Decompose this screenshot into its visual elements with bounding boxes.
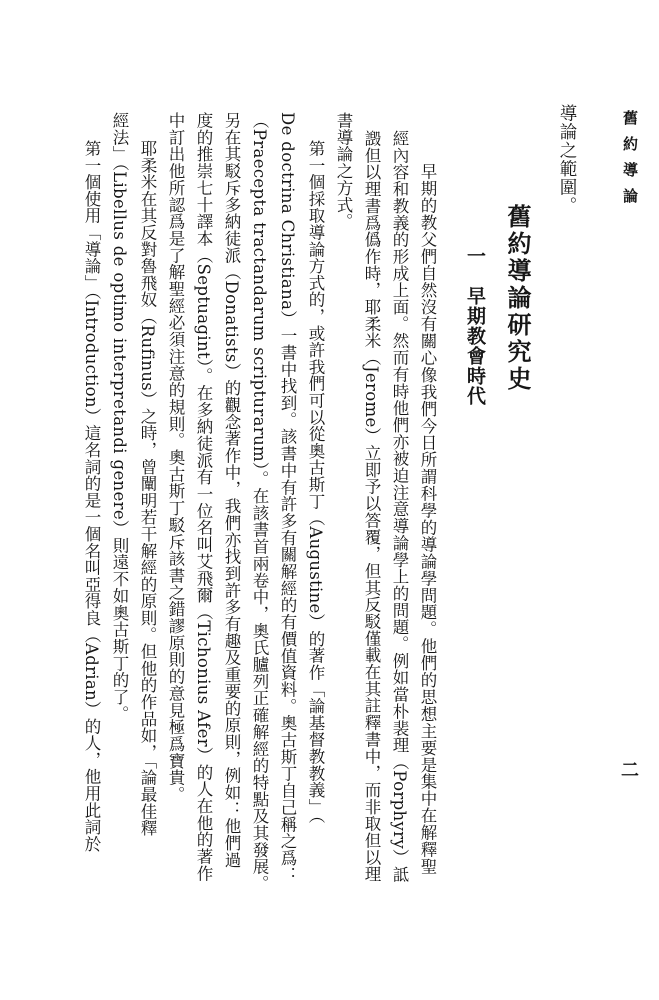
text-column-1: 早期的教父們自然沒有關心像我們今日所謂科學的導論學問題。他們的思想主要是集中在解釋聖 <box>418 163 437 875</box>
running-head: 舊約導論 <box>621 110 639 214</box>
chapter-title: 舊約導論研究史 <box>503 204 532 393</box>
text-column-2: 經內容和教義的形成上面。然而有時他們亦被迫注意導論學上的問題。例如當朴裴理（Porphyry）詆 <box>390 130 409 883</box>
section-title: 一 早期教會時代 <box>464 246 486 406</box>
text-column-11: 耶柔米在其反對魯飛奴（Rufinus）之時，曾闡明若干解經的原則。但他的作品如，「論最佳釋 <box>138 140 157 837</box>
text-column-13: 第一個使用「導論」（Introduction）這名詞的是一個名叫亞得良（Adrian）的人，他用此詞於 <box>82 140 101 853</box>
text-column-5: 第一個採取導論方式的，或許我們可以從奧古斯丁（Augustine）的著作「論基督教教義」（ <box>306 140 325 824</box>
text-column-4: 書導論之方式。 <box>334 112 353 230</box>
text-column-9: 度的推崇七十譯本（Septuagint）。在多納徒派有一位名叫艾飛爾（Tichonius Afer）的人在他的著作 <box>194 112 213 882</box>
text-column-10: 中訂出他所認爲是了解聖經必須注意的規則。奧古斯丁駁斥該書之錯謬原則的意見極爲寶貴。 <box>166 112 185 803</box>
text-column-3: 譭但以理書爲僞作時，耶柔米（Jerome）立即予以答覆，但其反駁僅載在其註釋書中，而非取但以理 <box>362 130 381 883</box>
intro-line: 導論之範圍。 <box>557 104 577 215</box>
page-number: 二 <box>618 760 639 778</box>
text-column-8: 另在其駁斥多納徒派（Donatists）的觀念著作中，我們亦找到許多有趣及重要的原則，例如：他們過 <box>222 112 241 869</box>
text-column-12: 經法」（Libellus de optimo interpretandi genere）則遠不如奧古斯丁的了。 <box>110 112 129 723</box>
text-column-7: （Praecepta tractandarum scripturarum）。在該書首兩卷中，奧氏臚列正確解經的特點及其發展。 <box>250 112 269 892</box>
text-column-6: De doctrina Christiana）一書中找到。該書中有許多有關解經的有價值資料。奧古斯丁自己稱之爲： <box>278 112 297 884</box>
